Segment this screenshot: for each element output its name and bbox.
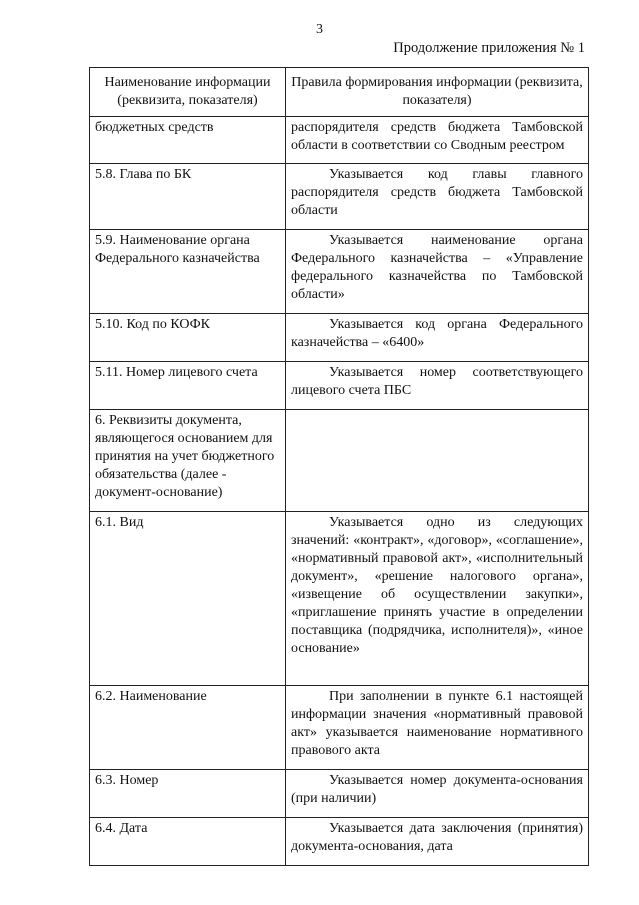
page-number: 3 [316, 22, 323, 37]
row-rule: Указывается код главы главного распорядителя средств бюджета Тамбовской области [291, 167, 583, 218]
row-rule: Указывается наименование органа Федерального казначейства – «Управление федерального казначейства по Тамбовской области» [291, 233, 583, 302]
row-rule: Указывается номер соответствующего лицевого счета ПБС [291, 365, 583, 398]
row-rule [286, 410, 589, 512]
table-header-row [90, 68, 589, 117]
row-name: 6.2. Наименование [90, 686, 286, 770]
row-rule: Указывается дата заключения (принятия) документа-основания, дата [291, 821, 583, 854]
table-row [90, 117, 589, 164]
row-name: 6.3. Номер [90, 770, 286, 818]
requisites-table [89, 67, 589, 866]
table-row [90, 770, 589, 818]
row-name: бюджетных средств [90, 117, 286, 164]
row-name: 5.11. Номер лицевого счета [90, 362, 286, 410]
table-row [90, 686, 589, 770]
row-rule: Указывается номер документа-основания (при наличии) [291, 773, 583, 806]
table-row [90, 230, 589, 314]
row-name: 5.8. Глава по БК [90, 164, 286, 230]
row-rule: Указывается одно из следующих значений: «контракт», «договор», «соглашение», «нормативный правовой акт», «исполнительный документ», «решение налогового органа», «извещение об осуществлении закупки», «приглашение принять участие в определении поставщика (подрядчика, исполнителя)», «иное основание» [291, 515, 583, 656]
row-rule: При заполнении в пункте 6.1 настоящей информации значения «нормативный правовой акт» указывается наименование нормативного правового акта [291, 689, 583, 758]
table-row [90, 512, 589, 686]
header-information-name: Наименование информации (реквизита, показателя) [90, 68, 286, 117]
row-name: 6. Реквизиты документа, являющегося основанием для принятия на учет бюджетного обязательства (далее - документ-основание) [90, 410, 286, 512]
header-formation-rules: Правила формирования информации (реквизита, показателя) [286, 68, 589, 117]
row-name: 5.10. Код по КОФК [90, 314, 286, 362]
table-row [90, 314, 589, 362]
table-row [90, 362, 589, 410]
row-rule: распорядителя средств бюджета Тамбовской области в соответствии со Сводным реестром [286, 117, 589, 164]
row-rule: Указывается код органа Федерального казначейства – «6400» [291, 317, 583, 350]
table-row [90, 410, 589, 512]
table-row [90, 818, 589, 866]
row-name: 6.1. Вид [90, 512, 286, 686]
table-row [90, 164, 589, 230]
row-name: 6.4. Дата [90, 818, 286, 866]
row-name: 5.9. Наименование органа Федерального казначейства [90, 230, 286, 314]
appendix-continuation-label: Продолжение приложения № 1 [393, 40, 585, 56]
